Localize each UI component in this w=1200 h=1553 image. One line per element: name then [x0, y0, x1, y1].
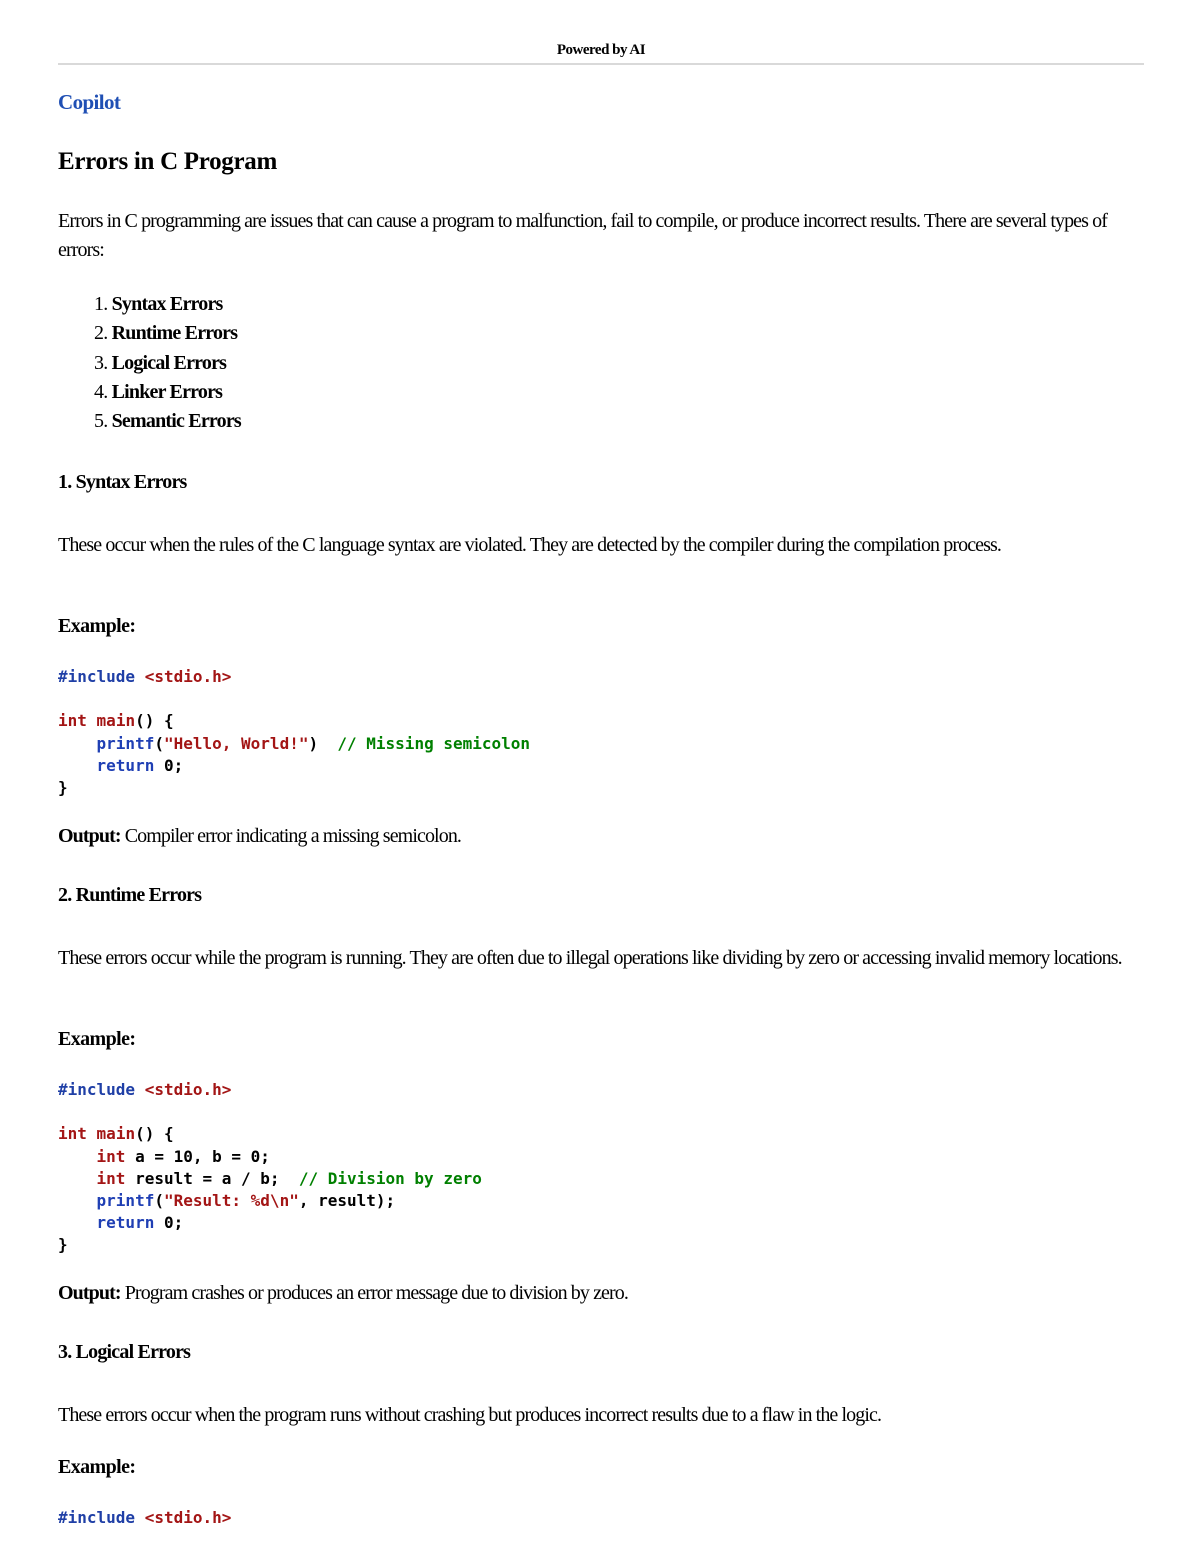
example-label: Example:	[58, 1028, 136, 1050]
copilot-brand: Copilot	[58, 90, 121, 114]
header-divider	[58, 63, 1144, 65]
document-page	[58, 0, 1144, 1553]
code-block-logical: #include <stdio.h>	[58, 1508, 232, 1527]
list-item: 3. Logical Errors	[94, 351, 227, 374]
code-block-syntax: #include <stdio.h> int main() { printf("Hello, World!") // Missing semicolon return 0; }	[58, 667, 531, 798]
output-line-syntax: Output: Compiler error indicating a missing semicolon.	[58, 825, 462, 847]
intro-paragraph: Errors in C programming are issues that can cause a program to malfunction, fail to compile, or produce incorrect results. There are several types of errors:	[58, 210, 1108, 261]
error-types-list	[94, 290, 241, 436]
list-item: 1. Syntax Errors	[94, 293, 223, 315]
page-title: Errors in C Program	[58, 148, 278, 175]
section-heading-syntax: 1. Syntax Errors	[58, 471, 187, 493]
section-description-runtime: These errors occur while the program is running. They are often due to illegal operations like dividing by zero or accessing invalid memory locations.	[58, 947, 1122, 969]
section-description-logical: These errors occur when the program runs without crashing but produces incorrect results due to a flaw in the logic.	[58, 1404, 882, 1426]
section-heading-logical: 3. Logical Errors	[58, 1341, 191, 1363]
section-description-syntax: These occur when the rules of the C language syntax are violated. They are detected by the compiler during the compilation process.	[58, 534, 1002, 556]
powered-by-header: Powered by AI	[556, 42, 646, 58]
output-line-runtime: Output: Program crashes or produces an error message due to division by zero.	[58, 1282, 628, 1304]
example-label: Example:	[58, 615, 136, 637]
list-item: 5. Semantic Errors	[94, 410, 241, 433]
example-label: Example:	[58, 1456, 136, 1478]
list-item: 4. Linker Errors	[94, 380, 223, 403]
list-item: 2. Runtime Errors	[94, 322, 238, 345]
section-heading-runtime: 2. Runtime Errors	[58, 884, 202, 906]
code-block-runtime: #include <stdio.h> int main() { int a = 10, b = 0; int result = a / b; // Division by zero printf("Result: %d\n", result); return 0; }	[58, 1080, 482, 1255]
